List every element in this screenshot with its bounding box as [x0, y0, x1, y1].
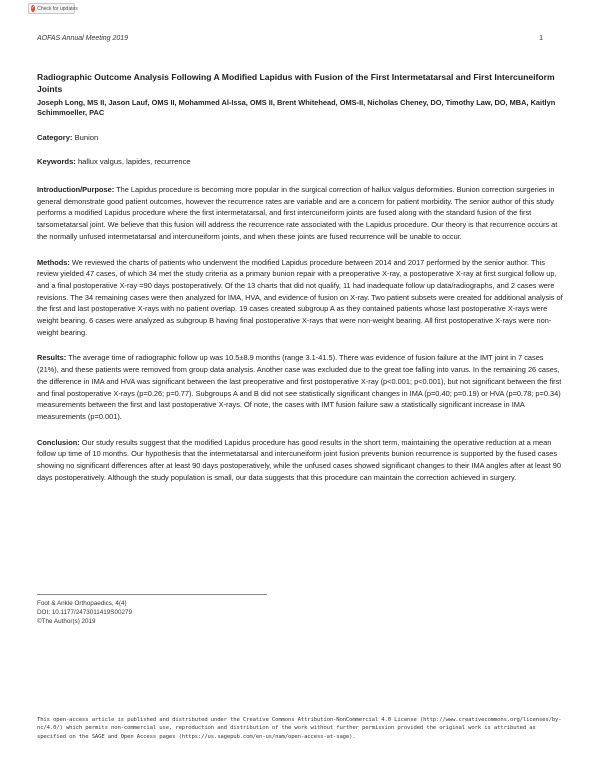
- introduction-heading: Introduction/Purpose:: [37, 185, 115, 194]
- category-value: Bunion: [74, 133, 99, 142]
- results-heading: Results:: [37, 353, 67, 363]
- conclusion-heading: Conclusion:: [37, 437, 80, 447]
- author-list: Joseph Long, MS II, Jason Lauf, OMS II, Mohammed Al-Issa, OMS II, Brent Whitehead, OMS-II, Nicholas Cheney, DO, Timothy Law, DO, MBA, Kaitlyn Schimmoeller, PAC: [37, 98, 556, 117]
- methods-section: [37, 257, 565, 339]
- footnote-block: [37, 599, 337, 626]
- article-body: [37, 72, 565, 483]
- results-section: [37, 352, 565, 422]
- article-title: Radiographic Outcome Analysis Following A Modified Lapidus with Fusion of the First Intermetatarsal and First Intercuneiform Joints: [37, 72, 555, 94]
- page-number: 1: [539, 35, 543, 42]
- check-for-updates-badge[interactable]: [28, 3, 78, 14]
- journal-citation: Foot & Ankle Orthopaedics, 4(4): [37, 600, 127, 607]
- methods-heading: Methods:: [37, 257, 70, 267]
- category-label: Category:: [37, 133, 73, 142]
- keywords-value: hallux valgus, lapides, recurrence: [77, 157, 191, 166]
- category-line: [37, 133, 565, 143]
- footnote-divider: [37, 594, 267, 595]
- running-head: AOFAS Annual Meeting 2019: [37, 35, 129, 42]
- keywords-line: [37, 157, 565, 167]
- conclusion-text: Our study results suggest that the modified Lapidus procedure has good results in the short term, maintaining the operative reduction at a mean follow up time of 10 months. Our hypothesis that the intermetatarsal and intercuneiform joint fusion prevents bunion recurrence is supported by the fused cases showing no significant differences after at least 90 days postoperatively, while the unfused cases showed significant changes to their IMA angles after at least 90 days postoperatively. Although the study population is small, our data suggests that this procedure can maintain the correction achieved in surgery.: [37, 437, 561, 482]
- doi-line: DOI: 10.1177/2473011419S00279: [37, 609, 133, 616]
- conclusion-section: [37, 437, 565, 484]
- copyright-line: ©The Author(s) 2019: [37, 618, 96, 625]
- license-notice: This open-access article is published and distributed under the Creative Commons Attribution-NonCommercial 4.0 License (http://www.creativecommons.org/licenses/by-nc/4.0/) which permits non-commercial use, reproduction and distribution of the work without further permission provided the original work is attributed as specified on the SAGE and Open Access pages (https://us.sagepub.com/en-us/nam/open-access-at-sage).: [37, 717, 562, 740]
- check-updates-icon: ✓: [31, 5, 36, 11]
- introduction-section: [37, 184, 565, 243]
- results-text: The average time of radiographic follow up was 10.5±8.9 months (range 3.1-41.5). There was evidence of fusion failure at the IMT joint in 7 cases (21%), and these patients were removed from group data analysis. Another case was excluded due to the great toe falling into varus. In the remaining 26 cases, the difference in IMA and HVA was significant between the last preoperative and first postoperative X-ray (p<0.001; p<0.001), but not significant between the first and final postoperative X-rays (p=0.26; p=0.77). Subgroups A and B did not see statistically significant changes in IMA (p=0.40; p=0.19) or HVA (p=0.78; p=0.34) measurements between the first and last postoperative X-rays. Of note, the cases with IMT fusion failure saw a statistically significant increase in IMA measurements (p=0.001).: [37, 353, 562, 421]
- keywords-label: Keywords:: [37, 157, 76, 166]
- methods-text: We reviewed the charts of patients who underwent the modified Lapidus procedure between 2014 and 2017 performed by the senior author. This review yielded 47 cases, of which 34 met the study criteria as a primary bunion repair with a preoperative X-ray, a postoperative X-ray at first surgical follow up, and a final postoperative X-ray =90 days postoperatively. Of the 13 charts that did not qualify, 11 had inadequate follow up data/radiographs, and 2 cases were revisions. The 34 remaining cases were then analyzed for IMA, HVA, and evidence of fusion on X-ray. Two patient subsets were created for additional analysis of the first and last postoperative X-rays with no patient overlap. 19 cases created subgroup A as they contained patients whose last postoperative X-rays were weight bearing. 6 cases were analyzed as subgroup B having final postoperative X-rays that were non-weight bearing. All first postoperative X-rays were non-weight bearing.: [37, 257, 563, 337]
- badge-label: Check for updates: [37, 5, 78, 12]
- introduction-text: The Lapidus procedure is becoming more popular in the surgical correction of hallux valgus deformities. Bunion correction surgeries in general demonstrate good patient outcomes, however the recurrence rates are variable and are a concern for patient morbidity. The senior author of this study performs a modified Lapidus procedure where the first intermetatarsal, and first intercuneiform joints are fused along with the standard fusion of the first tarsometatarsal joint. We believe that this fusion will address the recurrence rate associated with the Lapidus procedure. Our theory is that recurrence occurs at the normally unfused intermetatarsal and intercuneiform joints, and when these joints are fused recurrence will be unable to occur.: [37, 185, 558, 241]
